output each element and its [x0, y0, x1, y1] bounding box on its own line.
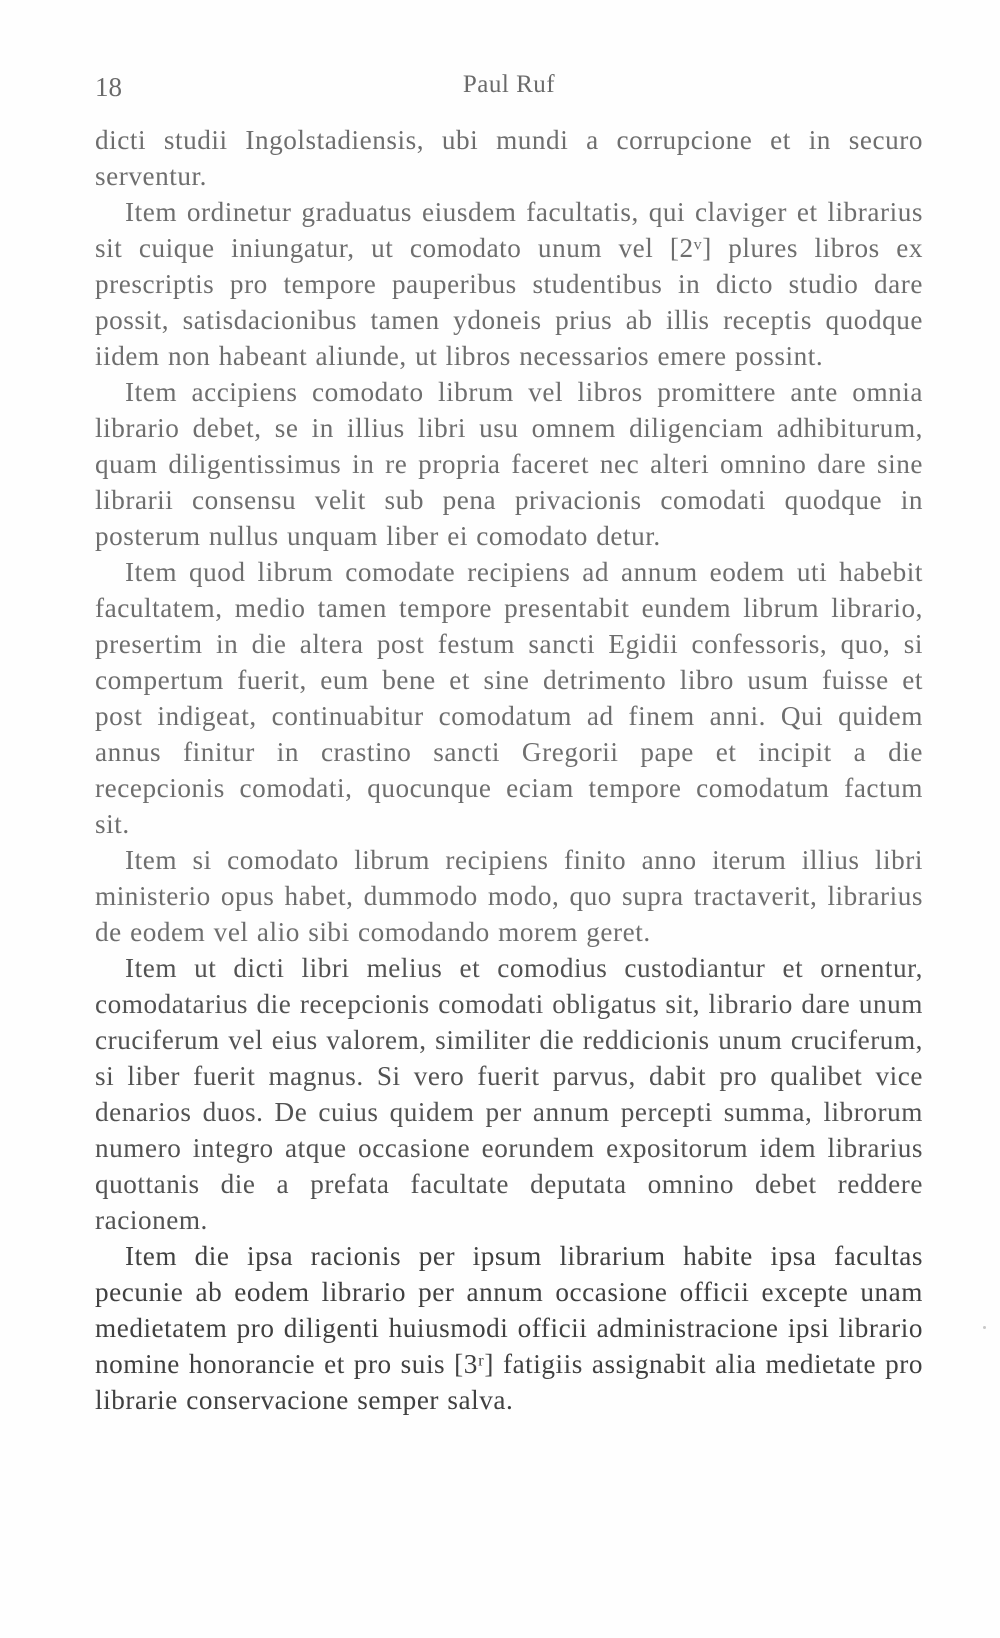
paragraph-continuation: dicti studii Ingolstadiensis, ubi mundi a corrupcione et in securo serventur. [95, 125, 923, 191]
paragraph-item-borrower-promise: Item accipiens comodato librum vel libros promittere ante omnia librario debet, se in illius libri usu omnem diligenciam adhibiturum, quam diligentissimus in re propria faceret nec alteri omnino dare sine librarii consensu velit sub pena privacionis comodati quodque in posterum nullus unquam liber ei comodato detur. [95, 377, 923, 551]
paragraph-item-librarian: Item ordinetur graduatus eiusdem facultatis, qui claviger et librarius sit cuique iniungatur, ut comodato unum vel [2ᵛ] plures libros ex prescriptis pro tempore pauperibus studentibus in dicto studio dare possit, satisdacionibus tamen ydoneis prius ab illis receptis quodque iidem non habeant aliunde, ut libros necessarios emere possint. [95, 197, 923, 371]
paragraph-item-fees: Item ut dicti libri melius et comodius custodiantur et ornentur, comodatarius die recepcionis comodati obligatus sit, librario dare unum cruciferum vel eius valorem, similiter die reddicionis unum cruciferum, si liber fuerit magnus. Si vero fuerit parvus, dabit pro qualibet vice denarios duos. De cuius quidem per annum percepti summa, librorum numero integro atque occasione eorundem expositorum idem librarius quottanis die a prefata facultate deputata omnino debet reddere racionem. [95, 953, 923, 1235]
page-number: 18 [95, 72, 122, 102]
paper-speck [983, 1326, 986, 1329]
paragraph-item-accounting: Item die ipsa racionis per ipsum librarium habite ipsa facultas pecunie ab eodem librario per annum occasione officii excepte unam medietatem pro diligenti huiusmodi officii administracione ipsi librario nomine honorancie et pro suis [3ʳ] fatigiis assignabit alia medietate pro librarie conservacione semper salva. [95, 1241, 923, 1415]
running-head [95, 66, 923, 102]
paragraph-item-loan-year: Item quod librum comodate recipiens ad annum eodem uti habebit facultatem, medio tamen tempore presentabit eundem librum librario, presertim in die altera post festum sancti Egidii confessoris, quo, si compertum fuerit, eum bene et sine detrimento libro usum fuisse et post indigeat, continuabitur comodatum ad finem anni. Qui quidem annus finitur in crastino sancti Gregorii pape et incipit a die recepcionis comodati, quocunque eciam tempore comodatum factum sit. [95, 557, 923, 839]
body-text [95, 122, 923, 1418]
paragraph-item-renewal: Item si comodato librum recipiens finito anno iterum illius libri ministerio opus habet, dummodo modo, quo supra tractaverit, librarius de eodem vel alio sibi comodando morem geret. [95, 845, 923, 947]
running-title: Paul Ruf [462, 71, 556, 98]
